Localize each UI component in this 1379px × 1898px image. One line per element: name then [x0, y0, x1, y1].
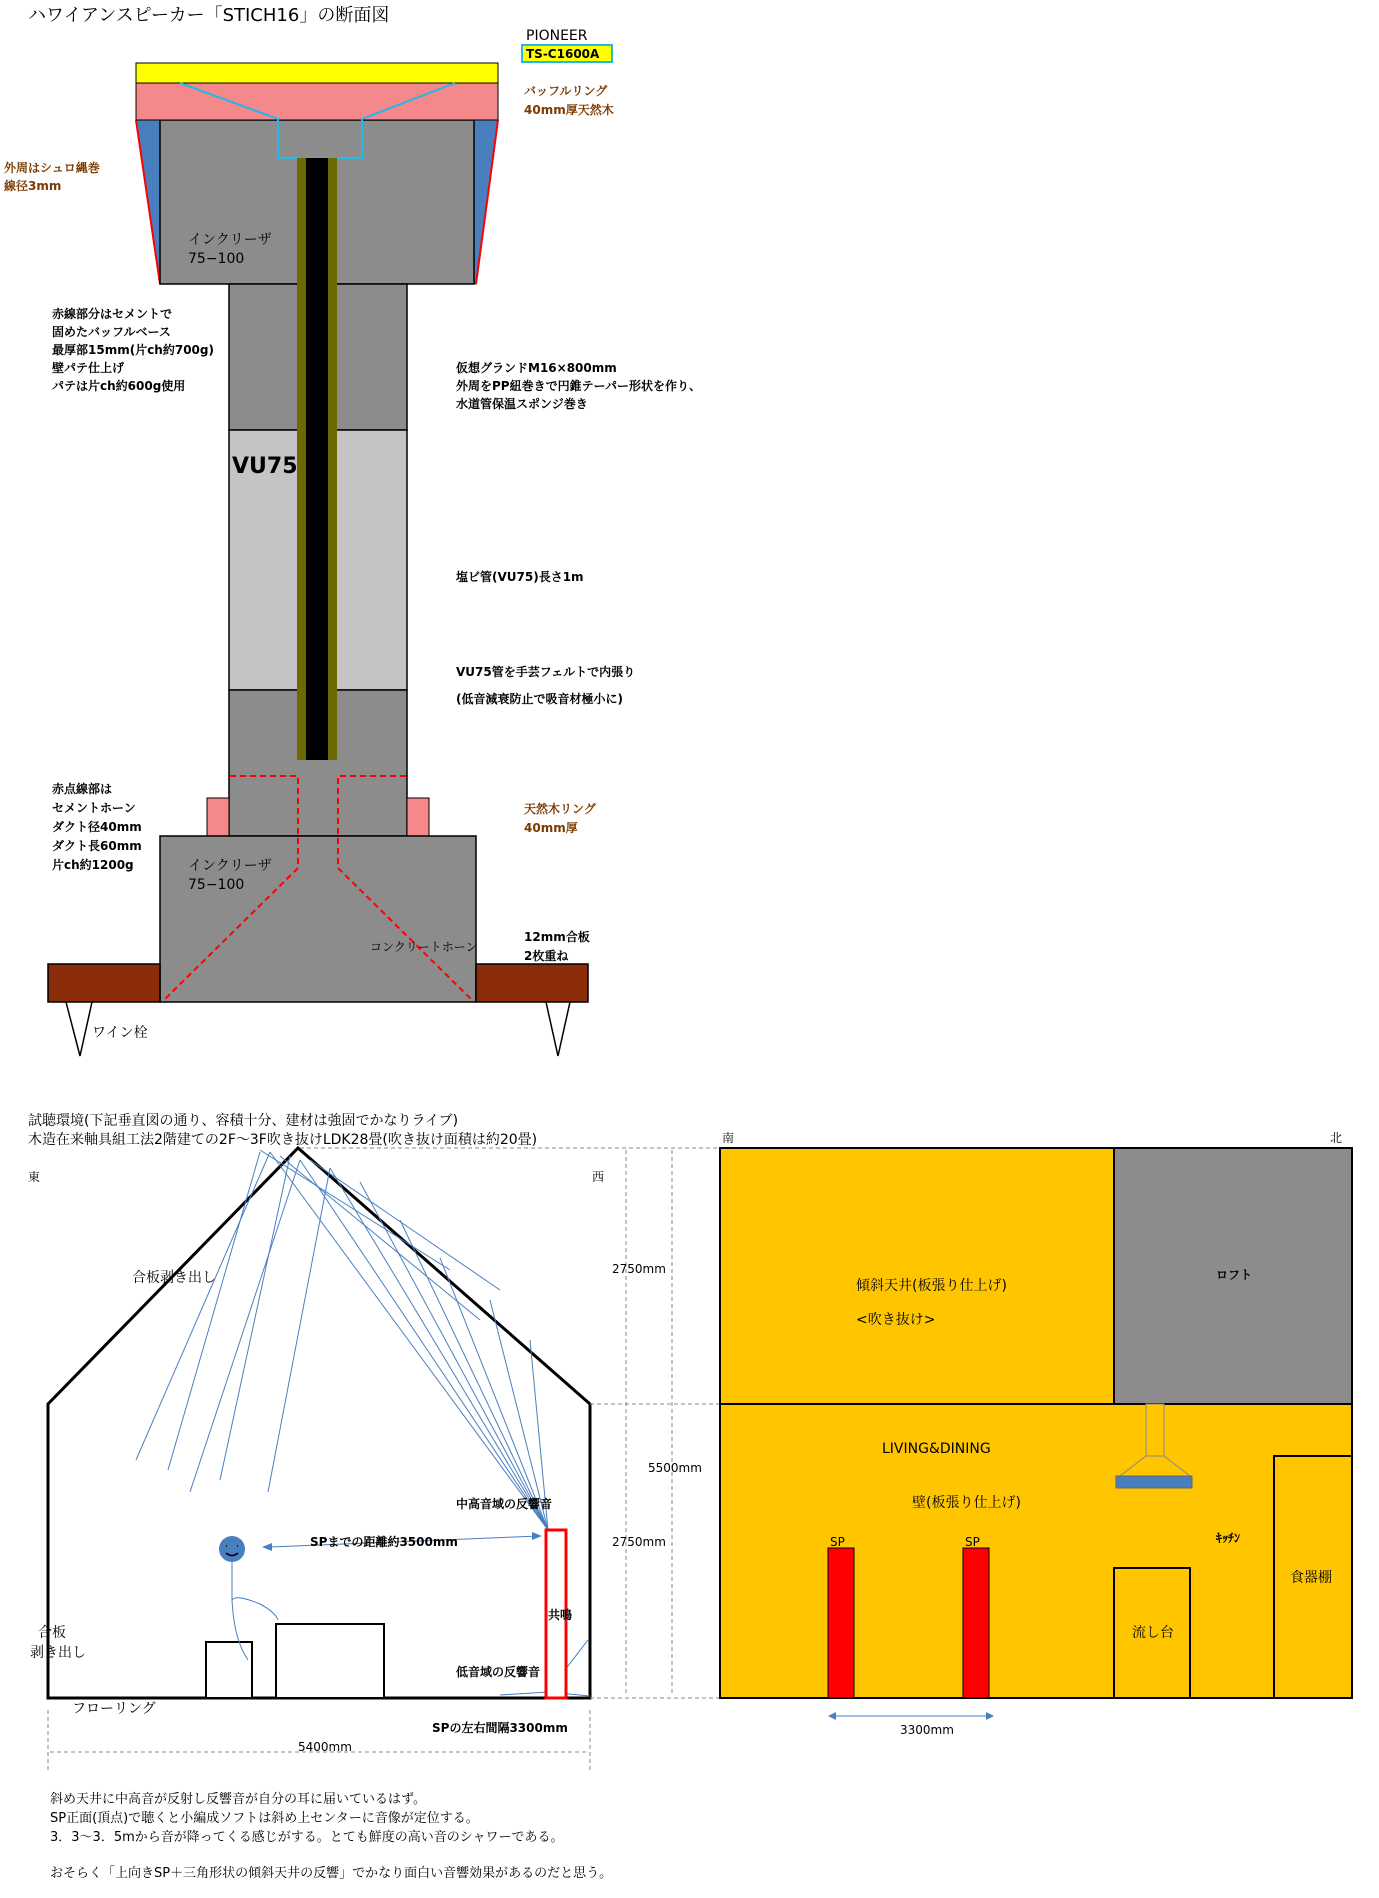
spacing-label: 3300mm — [900, 1723, 954, 1737]
plywood-layers-label: 2枚重ね — [524, 949, 569, 963]
felt-note-2: (低音減衰防止で吸音材極小に) — [456, 692, 623, 706]
range-hood-duct — [1146, 1404, 1164, 1456]
page-title: ハワイアンスピーカー「STICH16」の断面図 — [28, 5, 390, 26]
wine-plug-label: ワイン栓 — [92, 1025, 148, 1041]
red-dot-note-3: ダクト径40mm — [52, 820, 142, 834]
baffle-ring — [136, 83, 498, 120]
west-label: 西 — [592, 1170, 605, 1184]
red-dot-note-4: ダクト長60mm — [52, 839, 142, 853]
wall-finish-label: 壁(板張り仕上げ) — [912, 1495, 1021, 1511]
room-section-view — [48, 1148, 720, 1770]
environment-line-1: 試聴環境(下記垂直図の通り、容積十分、建材は強固でかなりライブ) — [28, 1113, 459, 1129]
sink-label: 流し台 — [1132, 1625, 1174, 1641]
wine-plug-right — [546, 1002, 570, 1056]
listener-head — [219, 1536, 245, 1562]
wine-plug-left — [66, 1002, 92, 1056]
bottom-increaser-size: 75−100 — [188, 877, 245, 893]
baffle-base-note-4: 壁パテ仕上げ — [52, 361, 125, 375]
baffle-base-note-1: 赤線部分はセメントで — [52, 307, 173, 321]
model-label: TS-C1600A — [526, 47, 600, 61]
sp-spacing-label: SPの左右間隔3300mm — [432, 1721, 568, 1735]
felt-note-1: VU75管を手芸フェルトで内張り — [456, 665, 636, 679]
house-outline — [48, 1148, 590, 1698]
rope-diameter-label: 線径3mm — [4, 179, 62, 193]
pipe-note: 塩ビ管(VU75)長さ1m — [456, 570, 584, 584]
speaker-left-label: SP — [830, 1535, 845, 1549]
chair — [206, 1642, 252, 1698]
distance-label: SPまでの距離約3500mm — [310, 1535, 458, 1549]
speaker-left — [828, 1548, 854, 1698]
east-label: 東 — [28, 1170, 41, 1184]
concrete-horn-label: コンクリートホーン — [370, 940, 478, 954]
ground-note-1: 仮想グランドM16×800mm — [456, 361, 617, 375]
top-increaser-label: インクリーザ — [188, 232, 272, 248]
red-dot-note-1: 赤点線部は — [52, 782, 113, 796]
resonance-label: 共鳴 — [548, 1608, 573, 1622]
lower-height-label: 2750mm — [612, 1535, 666, 1549]
mid-high-reflect-label: 中高音域の反響音 — [456, 1497, 553, 1511]
speaker-right-label: SP — [965, 1535, 980, 1549]
ceiling-label: 傾斜天井(板張り仕上げ) — [856, 1278, 1007, 1294]
plywood-ceiling-label: 合板剥き出し — [132, 1270, 216, 1286]
note-line-2: SP正面(頂点)で聴くと小編成ソフトは斜め上センターに音像が定位する。 — [50, 1811, 479, 1826]
speaker-right — [963, 1548, 989, 1698]
note-line-4: おそらく「上向きSP＋三角形状の傾斜天井の反響」でかなり面白い音響効果があるのだと思う。 — [50, 1866, 613, 1881]
table — [276, 1624, 384, 1698]
bottom-increaser-label: インクリーザ — [188, 858, 272, 874]
environment-line-2: 木造在来軸具組工法2階建ての2F〜3F吹き抜けLDK28畳(吹き抜け面積は約20畳) — [28, 1132, 538, 1148]
spacing-arrow-head-left — [828, 1712, 836, 1720]
plywood-left — [48, 964, 160, 1002]
plywood-wall-label-2: 剥き出し — [30, 1645, 86, 1661]
plywood-label: 12mm合板 — [524, 930, 590, 944]
north-label: 北 — [1330, 1131, 1343, 1145]
brand-label: PIONEER — [526, 28, 588, 44]
atrium-label: <吹き抜け> — [856, 1312, 936, 1328]
low-reflect-label: 低音域の反響音 — [456, 1665, 541, 1679]
top-increaser-size: 75−100 — [188, 251, 245, 267]
total-height-label: 5500mm — [648, 1461, 702, 1475]
spacing-arrow-head-right — [986, 1712, 994, 1720]
wood-ring-thickness: 40mm厚 — [524, 821, 578, 835]
ground-note-3: 水道管保温スポンジ巻き — [456, 397, 588, 411]
red-dot-note-2: セメントホーン — [52, 801, 136, 815]
kitchen-label: ｷｯﾁﾝ — [1216, 1531, 1241, 1545]
note-line-3: 3．3〜3．5mから音が降ってくる感じがする。とても鮮度の高い音のシャワーである。 — [50, 1830, 564, 1845]
wood-ring-label: 天然木リング — [524, 802, 596, 816]
outer-rope-label: 外周はシュロ縄巻 — [4, 161, 100, 175]
living-dining-label: LIVING&DINING — [882, 1441, 991, 1457]
flooring-label: フローリング — [72, 1701, 156, 1717]
baffle-base-note-3: 最厚部15mm(片ch約700g) — [52, 343, 214, 357]
wood-ring-right — [407, 798, 429, 836]
baffle-ring-label: バッフルリング — [524, 84, 608, 98]
ground-rod — [306, 158, 328, 760]
speaker-cross-section — [48, 63, 588, 1056]
plywood-right — [476, 964, 588, 1002]
baffle-ring-thickness: 40mm厚天然木 — [524, 103, 614, 117]
driver-unit — [136, 63, 498, 83]
plywood-wall-label-1: 合板 — [38, 1625, 66, 1641]
wood-ring-left — [207, 798, 229, 836]
width-label: 5400mm — [298, 1740, 352, 1754]
baffle-base-note-2: 固めたバッフルベース — [52, 325, 171, 339]
room-elevation-view — [720, 1148, 1352, 1720]
baffle-base-note-5: パテは片ch約600g使用 — [52, 379, 186, 393]
range-hood — [1116, 1476, 1192, 1488]
cupboard-label: 食器棚 — [1290, 1570, 1332, 1586]
upper-height-label: 2750mm — [612, 1262, 666, 1276]
ground-note-2: 外周をPP紐巻きで円錐テーパー形状を作り、 — [456, 379, 701, 393]
south-label: 南 — [722, 1131, 735, 1145]
loft-label: ロフト — [1216, 1268, 1253, 1282]
note-line-1: 斜め天井に中高音が反射し反響音が自分の耳に届いているはず。 — [50, 1792, 426, 1807]
red-dot-note-5: 片ch約1200g — [52, 858, 134, 872]
vu75-label: VU75 — [232, 454, 298, 479]
